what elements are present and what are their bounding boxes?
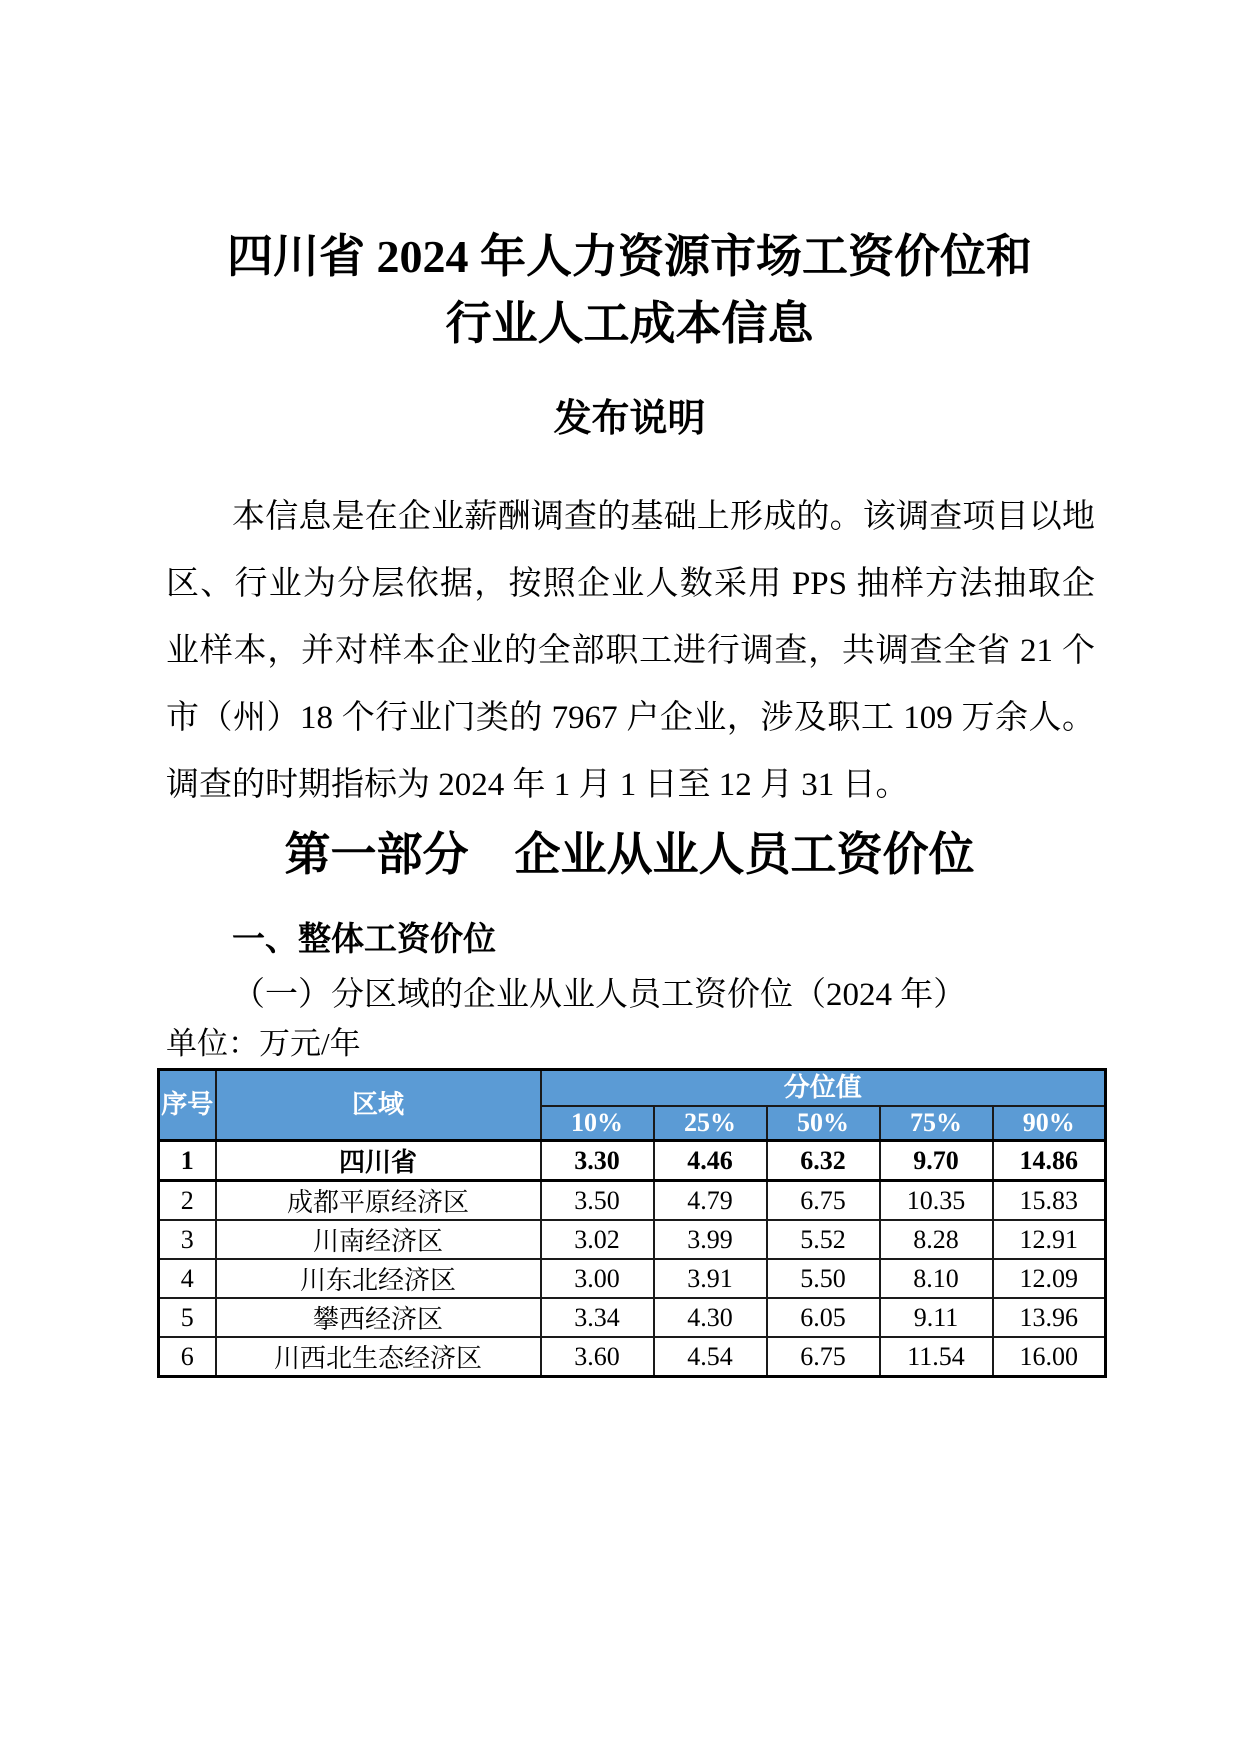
header-percentile-group: 分位值 bbox=[541, 1070, 1106, 1107]
row-no: 4 bbox=[159, 1259, 216, 1298]
wage-table bbox=[157, 1068, 1107, 1378]
table-row bbox=[159, 1337, 1106, 1377]
part1-heading: 第一部分 企业从业人员工资价位 bbox=[284, 829, 975, 880]
header-p50: 50% bbox=[767, 1106, 880, 1141]
row-region: 川西北生态经济区 bbox=[216, 1337, 541, 1377]
row-no: 2 bbox=[159, 1181, 216, 1221]
row-value: 15.83 bbox=[993, 1181, 1106, 1221]
row-value: 8.10 bbox=[880, 1259, 993, 1298]
intro-paragraph bbox=[157, 484, 1102, 819]
intro-line-4: 市（州）18 个行业门类的 7967 户企业，涉及职工 109 万余人。 bbox=[166, 700, 1095, 736]
row-value: 4.54 bbox=[654, 1337, 767, 1377]
row-value: 11.54 bbox=[880, 1337, 993, 1377]
row-region: 四川省 bbox=[216, 1141, 541, 1181]
header-p75: 75% bbox=[880, 1106, 993, 1141]
header-p10: 10% bbox=[541, 1106, 654, 1141]
intro-line-1: 本信息是在企业薪酬调查的基础上形成的。该调查项目以地 bbox=[232, 499, 1095, 535]
table-header-row-1 bbox=[159, 1070, 1106, 1107]
intro-line-2: 区、行业为分层依据，按照企业人数采用 PPS 抽样方法抽取企 bbox=[166, 566, 1095, 602]
title-line-2: 行业人工成本信息 bbox=[445, 298, 814, 349]
row-value: 3.00 bbox=[541, 1259, 654, 1298]
table-row bbox=[159, 1220, 1106, 1259]
table-row bbox=[159, 1181, 1106, 1221]
row-value: 16.00 bbox=[993, 1337, 1106, 1377]
row-value: 6.05 bbox=[767, 1298, 880, 1337]
intro-line-5: 调查的时期指标为 2024 年 1 月 1 日至 12 月 31 日。 bbox=[166, 767, 909, 803]
row-region: 攀西经济区 bbox=[216, 1298, 541, 1337]
header-region: 区域 bbox=[216, 1070, 541, 1141]
unit-label: 单位：万元/年 bbox=[166, 1026, 361, 1061]
row-value: 6.32 bbox=[767, 1141, 880, 1181]
row-value: 12.91 bbox=[993, 1220, 1106, 1259]
row-value: 4.30 bbox=[654, 1298, 767, 1337]
table-row bbox=[159, 1259, 1106, 1298]
row-region: 川南经济区 bbox=[216, 1220, 541, 1259]
row-value: 5.50 bbox=[767, 1259, 880, 1298]
header-p25: 25% bbox=[654, 1106, 767, 1141]
row-value: 6.75 bbox=[767, 1181, 880, 1221]
row-value: 14.86 bbox=[993, 1141, 1106, 1181]
header-p90: 90% bbox=[993, 1106, 1106, 1141]
row-value: 3.60 bbox=[541, 1337, 654, 1377]
row-value: 9.70 bbox=[880, 1141, 993, 1181]
row-no: 6 bbox=[159, 1337, 216, 1377]
row-value: 3.99 bbox=[654, 1220, 767, 1259]
row-value: 9.11 bbox=[880, 1298, 993, 1337]
row-region: 成都平原经济区 bbox=[216, 1181, 541, 1221]
subsection1-heading: （一）分区域的企业从业人员工资价位（2024 年） bbox=[232, 977, 967, 1013]
row-value: 13.96 bbox=[993, 1298, 1106, 1337]
table-row bbox=[159, 1298, 1106, 1337]
release-notes-heading: 发布说明 bbox=[553, 398, 706, 440]
row-value: 10.35 bbox=[880, 1181, 993, 1221]
row-value: 8.28 bbox=[880, 1220, 993, 1259]
row-value: 5.52 bbox=[767, 1220, 880, 1259]
row-value: 4.79 bbox=[654, 1181, 767, 1221]
title-line-1: 四川省 2024 年人力资源市场工资价位和 bbox=[227, 231, 1032, 282]
table-row bbox=[159, 1141, 1106, 1181]
row-region: 川东北经济区 bbox=[216, 1259, 541, 1298]
document-title bbox=[157, 223, 1102, 357]
row-value: 6.75 bbox=[767, 1337, 880, 1377]
row-value: 12.09 bbox=[993, 1259, 1106, 1298]
intro-line-3: 业样本，并对样本企业的全部职工进行调查，共调查全省 21 个 bbox=[166, 633, 1095, 669]
row-value: 4.46 bbox=[654, 1141, 767, 1181]
row-value: 3.34 bbox=[541, 1298, 654, 1337]
row-value: 3.91 bbox=[654, 1259, 767, 1298]
row-value: 3.30 bbox=[541, 1141, 654, 1181]
header-no: 序号 bbox=[159, 1070, 216, 1141]
section1-heading: 一、整体工资价位 bbox=[232, 920, 496, 957]
row-no: 3 bbox=[159, 1220, 216, 1259]
row-value: 3.50 bbox=[541, 1181, 654, 1221]
row-no: 1 bbox=[159, 1141, 216, 1181]
row-no: 5 bbox=[159, 1298, 216, 1337]
row-value: 3.02 bbox=[541, 1220, 654, 1259]
